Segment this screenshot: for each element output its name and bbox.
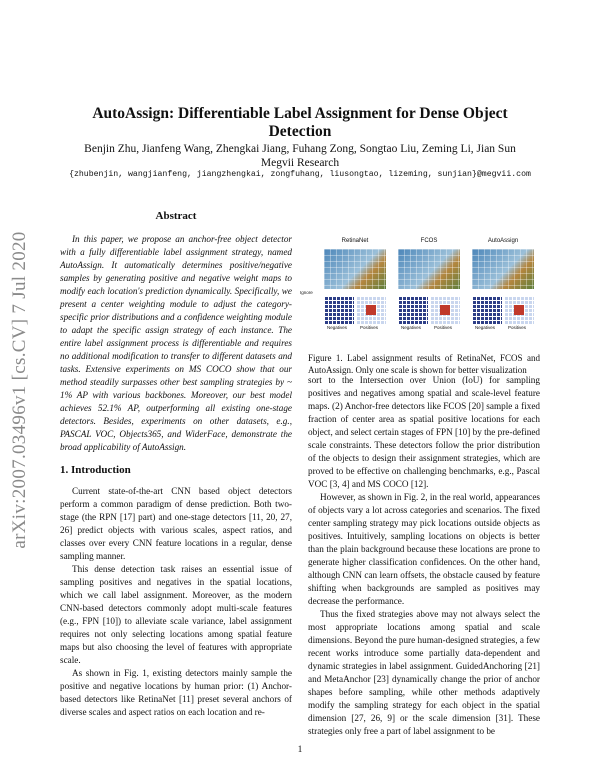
figure-panel-fcos — [398, 238, 460, 330]
intro-paragraph-1: Current state-of-the-art CNN based object detectors perform a common paradigm of dense prediction. Both two-stage (the RPN [17] part) and one-stage detectors [11, 20, 27, 26] predict objects with various scales, aspect ratios, and classes over every CNN feature locations in a regular, dense sampling manner. — [60, 486, 292, 561]
positives-label: Positives — [508, 325, 527, 330]
positives-label: Positives — [434, 325, 453, 330]
figure-panel-title: RetinaNet — [341, 238, 369, 244]
abstract-heading: Abstract — [155, 210, 197, 222]
intro-heading: 1. Introduction — [60, 464, 131, 476]
page-number: 1 — [297, 745, 303, 755]
arxiv-stamp — [0, 210, 40, 570]
intro-paragraph-2: This dense detection task raises an essential issue of sampling positives and negatives in the spatial locations, which we call label assignment. Moreover, as the modern CNN-based detectors commonly adopt multi-scale features (e.g., FPN [10]) to alleviate scale variance, label assignment requires not only selecting locations among spatial feature maps but also choosing the level of features with appropriate scale. — [60, 564, 292, 665]
figure-photo — [324, 249, 386, 289]
figure-panel-title: FCOS — [420, 238, 438, 244]
negatives-map — [472, 296, 502, 324]
affiliation: Megvii Research — [260, 157, 340, 169]
figure-maps — [324, 296, 386, 330]
figure-panel-retinanet — [324, 238, 386, 330]
negatives-map — [324, 296, 354, 324]
paper-title: AutoAssign: Differentiable Label Assignment for Dense Object Detection — [92, 105, 508, 140]
right-paragraph-1: sort to the Intersection over Union (IoU) for sampling positives and negatives among spatial and scale-level feature maps. (2) Anchor-free detectors like FCOS [20] sample a fixed fraction of center area as spatial positive locations for each object, and select certain stages of FPN [10] by the pre-defined scale constraints. These detectors follow the prior distribution of the objects to design their assignment strategies, which are proved to be effective on challenging benchmarks, e.g., Pascal VOC [3, 4] and MS COCO [12]. — [308, 375, 540, 489]
positives-map — [504, 296, 534, 324]
left-column — [60, 200, 292, 719]
ignore-label: Ignore — [300, 290, 313, 295]
right-paragraph-2: However, as shown in Fig. 2, in the real world, appearances of objects vary a lot across categories and scenarios. The fixed center sampling strategy may pick locations outside objects as positives. Intuitively, sampling locations on objects is better than the plain background because these locations are prone to generate higher classification confidences. On the other hand, although CNN can learn offsets, the obstacle caused by feature shifting when backgrounds are sampled as positives may decrease the performance. — [308, 492, 540, 606]
arxiv-stamp-text: arXiv:2007.03496v1 [cs.CV] 7 Jul 2020 — [9, 231, 30, 549]
positives-label: Positives — [360, 325, 379, 330]
figure-caption: Figure 1. Label assignment results of RetinaNet, FCOS and AutoAssign. Only one scale is shown for better visualization — [308, 353, 540, 375]
negatives-map — [398, 296, 428, 324]
right-paragraph-3: Thus the fixed strategies above may not always select the most appropriate locations among spatial and scale dimensions. Beyond the pure human-designed strategies, a few recent works introduce some partially data-dependent and dynamic strategies in label assignment. GuidedAnchoring [21] and MetaAnchor [23] dynamically change the prior of anchor shapes before sampling, while other methods adaptively modify the sampling strategy for each object in the spatial dimension [27, 26, 9] or the scale dimension [31]. These strategies only free a part of label assignment to be — [308, 609, 540, 736]
intro-paragraph-3: As shown in Fig. 1, existing detectors mainly sample the positive and negative locations by human prior: (1) Anchor-based detectors like RetinaNet [11] preset several anchors of diverse scales and aspect ratios on each location and re- — [60, 668, 292, 717]
negatives-label: Negatives — [327, 325, 348, 330]
figure-maps — [398, 296, 460, 330]
positives-map — [356, 296, 386, 324]
figure-panel-title: AutoAssign — [487, 238, 519, 244]
abstract-text: In this paper, we propose an anchor-free object detector with a fully differentiable label assignment strategy, named AutoAssign. It automatically determines positive/negative samples by generating positive and negative weight maps to modify each location's prediction dynamically. Specifically, we present a center weighting module to adjust the category-specific prior distributions and a confidence weighting module to adapt the specific assign strategy of each instance. The entire label assignment process is differentiable and requires no additional modification to transfer to different datasets and tasks. Extensive experiments on MS COCO show that our method steadily surpasses other best sampling strategies by ~ 1% AP with various backbones. Moreover, our best model achieves 52.1% AP, outperforming all existing one-stage detectors. Besides, experiments on other datasets, e.g., PASCAL VOC, Objects365, and WiderFace, demonstrate the broad applicability of AutoAssign. — [60, 234, 292, 452]
negatives-label: Negatives — [475, 325, 496, 330]
figure-1 — [300, 238, 542, 338]
figure-panel-autoassign — [472, 238, 534, 330]
positives-map — [430, 296, 460, 324]
email-list: {zhubenjin, wangjianfeng, jiangzhengkai, zongfuhang, liusongtao, lizeming, sunjian}@megvii.com — [69, 170, 531, 179]
figure-maps — [472, 296, 534, 330]
figure-photo — [472, 249, 534, 289]
author-list: Benjin Zhu, Jianfeng Wang, Zhengkai Jiang, Fuhang Zong, Songtao Liu, Zeming Li, Jian Sun — [84, 143, 516, 155]
author-block — [60, 142, 540, 170]
figure-photo — [398, 249, 460, 289]
negatives-label: Negatives — [401, 325, 422, 330]
right-column — [308, 374, 540, 738]
